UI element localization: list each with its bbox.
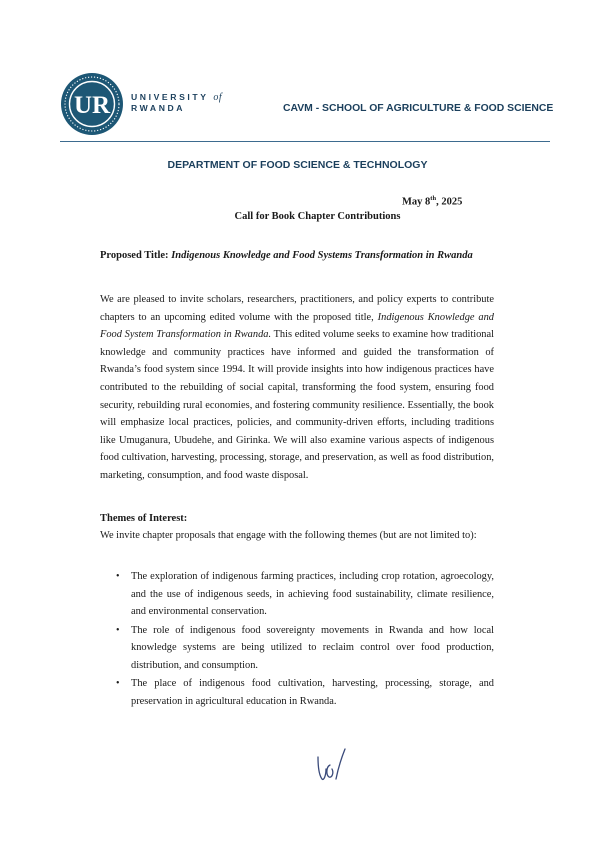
intro-text-2: This edited volume seeks to examine how traditional knowledge and community practices have informed and guided the transformation of Rwanda’s food system since 1994. It will provide insights into how indigenous practices have contributed to the rebuilding of social capital, transforming the food system, ensuring food security, rebuilding rural economies, and fostering community resilience. Essentially, the book will emphasize local practices, policies, and community-driven efforts, including traditions like Umuganura, Ubudehe, and Girinka. We will also examine various aspects of indigenous food cultivation, harvesting, processing, storage, and preservation, as well as food distribution, marketing, consumption, and food waste disposal. <box>100 329 494 481</box>
university-line2: RWANDA <box>131 103 186 113</box>
intro-text-1: We are pleased to invite scholars, researchers, practitioners, and policy experts to contribute chapters to an upcoming edited volume with the proposed title, <box>100 294 494 323</box>
date-suffix: th <box>430 195 437 202</box>
bullet-icon: • <box>116 571 120 582</box>
university-logo-icon <box>60 72 124 136</box>
intro-book-title: Indigenous Knowledge and Food System Transformation in Rwanda. <box>100 311 494 341</box>
date-day: May 8 <box>402 196 431 208</box>
proposed-title-label: Proposed Title: <box>100 250 169 261</box>
themes-heading: Themes of Interest: <box>100 513 188 524</box>
theme-text: The exploration of indigenous farming practices, including crop rotation, agroecology, and the use of indigenous seeds, in achieving food sustainability, climate resilience, and environmental conservation. <box>131 571 494 617</box>
themes-intro: We invite chapter proposals that engage with the following themes (but are not limited to): <box>100 530 477 541</box>
proposed-title-line <box>100 250 473 261</box>
university-line1: UNIVERSITY <box>131 92 209 102</box>
department-name: DEPARTMENT OF FOOD SCIENCE & TECHNOLOGY <box>167 159 428 171</box>
header-divider <box>60 141 550 142</box>
letter-date <box>402 195 462 208</box>
bullet-icon: • <box>116 678 120 689</box>
intro-paragraph <box>100 291 494 485</box>
list-item <box>116 568 494 621</box>
university-of: of <box>213 92 223 103</box>
themes-list <box>116 568 494 711</box>
handwritten-initials-icon <box>312 745 352 787</box>
school-name: CAVM - SCHOOL OF AGRICULTURE & FOOD SCIENCE <box>283 103 554 114</box>
theme-text: The place of indigenous food cultivation, harvesting, processing, storage, and preservation in agricultural education in Rwanda. <box>131 678 494 707</box>
list-item <box>116 622 494 675</box>
proposed-title: Indigenous Knowledge and Food Systems Transformation in Rwanda <box>171 250 473 261</box>
letter-heading: Call for Book Chapter Contributions <box>234 211 401 222</box>
bullet-icon: • <box>116 624 120 636</box>
list-item <box>116 675 494 710</box>
university-name <box>131 92 222 114</box>
theme-text: The role of indigenous food sovereignty movements in Rwanda and how local knowledge systems are being utilized to reclaim control over food production, distribution, and consumption. <box>131 624 494 671</box>
date-year: , 2025 <box>436 196 463 208</box>
logo-letters: UR <box>73 92 111 119</box>
